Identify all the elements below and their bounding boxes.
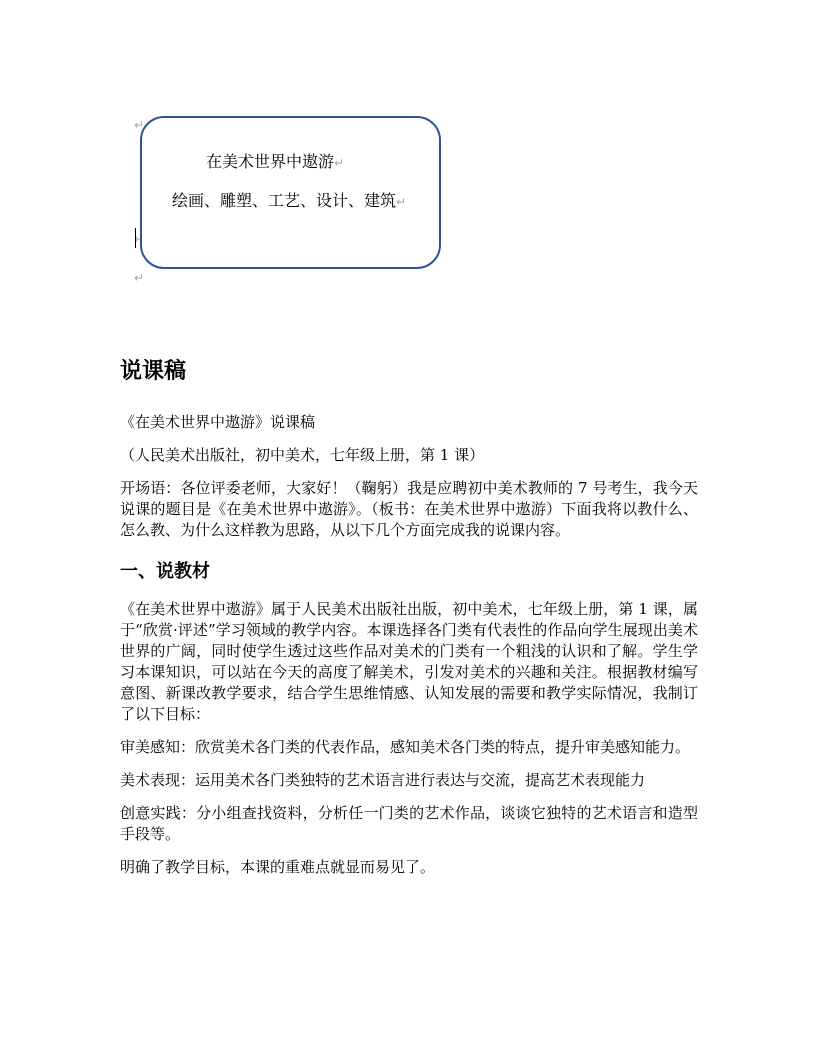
document-title: 说课稿 — [120, 359, 187, 384]
paragraph-goal-creativity: 创意实践：分小组查找资料，分析任一门类的艺术作品，谈谈它独特的艺术语言和造型手段等。 — [120, 804, 698, 843]
paragraph-mark: ↵ — [334, 156, 345, 170]
paragraph-mark: ↵ — [134, 271, 145, 285]
paragraph-mark: ↵ — [134, 118, 145, 132]
paragraph-goal-aesthetic: 审美感知：欣赏美术各门类的代表作品，感知美术各门类的特点，提升审美感知能力。 — [120, 738, 691, 756]
rounded-text-box[interactable] — [140, 116, 441, 269]
textbox-title-line[interactable] — [206, 152, 344, 173]
paragraph-goal-expression: 美术表现：运用美术各门类独特的艺术语言进行表达与交流，提高艺术表现能力 — [120, 771, 646, 789]
paragraph-publisher-info: （人民美术出版社，初中美术，七年级上册，第 1 课） — [120, 446, 485, 464]
textbox-title: 在美术世界中遨游 — [206, 152, 335, 171]
text-cursor — [135, 228, 136, 248]
paragraph-opening: 开场语：各位评委老师，大家好！（鞠躬）我是应聘初中美术教师的 7 号考生，我今天说课的题目是《在美术世界中遨游》。（板书：在美术世界中遨游）下面我将以教什么、怎么教、为什么这样教为思路，从以下几个方面完成我的说课内容。 — [120, 479, 698, 539]
paragraph-mark: ↵ — [396, 195, 407, 209]
paragraph-lesson-title: 《在美术世界中遨游》说课稿 — [120, 413, 316, 431]
section-heading-textbook: 一、说教材 — [120, 561, 210, 582]
paragraph-key-points: 明确了教学目标，本课的重难点就显而易见了。 — [120, 858, 436, 876]
document-body[interactable] — [120, 356, 698, 890]
paragraph-textbook-analysis: 《在美术世界中遨游》属于人民美术出版社出版，初中美术，七年级上册，第 1 课，属于“欣赏·评述”学习领域的教学内容。本课选择各门类有代表性的作品向学生展现出美术世界的广阔，同时使学生透过这些作品对美术的门类有一个粗浅的认识和了解。学生学习本课知识，可以站在今天的高度了解美术，引发对美术的兴趣和关注。根据教材编写意图、新课改教学要求，结合学生思维情感、认知发展的需要和教学实际情况，我制订了以下目标： — [120, 600, 698, 723]
textbox-categories-line[interactable] — [172, 191, 406, 212]
textbox-categories: 绘画、雕塑、工艺、设计、建筑 — [172, 191, 397, 210]
